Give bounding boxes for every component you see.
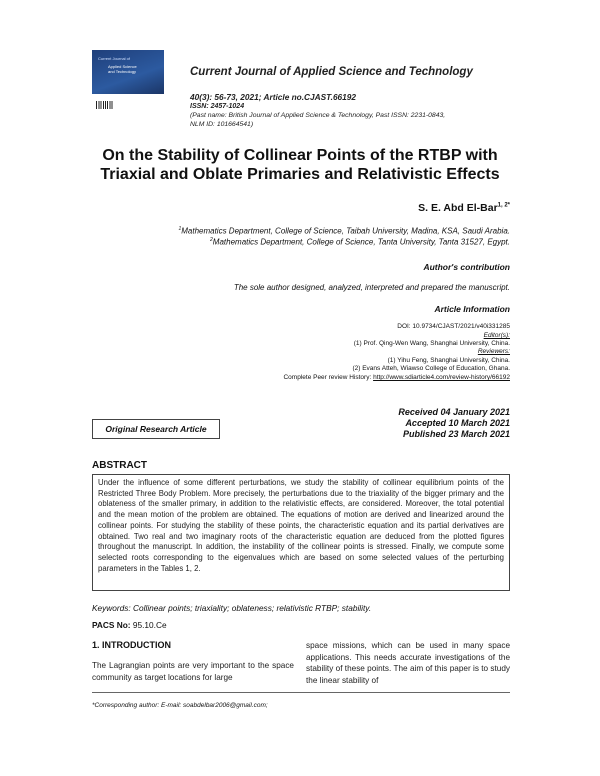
corresponding-author-footnote: *Corresponding author: E-mail: soabdelbar2006@gmail.com; xyxy=(92,702,268,709)
journal-past-name-1: (Past name: British Journal of Applied Science & Technology, Past ISSN: 2231-0843, xyxy=(190,112,446,119)
cover-line2: Applied Science and Technology xyxy=(108,64,137,74)
pacs-number: PACS No: 95.10.Ce xyxy=(92,620,167,630)
review-history: Complete Peer review History: http://www.sdiarticle4.com/review-history/66192 xyxy=(283,374,510,381)
affiliation-2: $^2$Mathematics Department, College of Science, Tanta University, Tanta 31527, Egypt. xyxy=(210,237,510,247)
editors-label: Editor(s): xyxy=(483,332,510,339)
introduction-text-right: space missions, which can be used in many space applications. This needs accurate investigations of the stability of these points. The aim of this paper is to study the linear stability of xyxy=(306,641,510,685)
reviewer-2: (2) Evans Atteh, Wiawso College of Education, Ghana. xyxy=(352,365,510,372)
journal-cover-thumbnail xyxy=(92,50,164,94)
contribution-heading: Author's contribution xyxy=(423,262,510,272)
journal-past-name-2: NLM ID: 101664541) xyxy=(190,121,254,128)
affiliation-1: $^1$Mathematics Department, College of Science, Taibah University, Madina, KSA, Saudi Arabia. xyxy=(178,226,510,236)
author-name: S. E. Abd El-Bar$^{1, 2*}$ xyxy=(418,202,510,214)
date-published: Published 23 March 2021 xyxy=(402,429,510,439)
journal-issn: ISSN: 2457-1024 xyxy=(190,103,245,110)
keywords: Keywords: Collinear points; triaxiality; oblateness; relativistic RTBP; stability. xyxy=(92,603,372,613)
article-type-badge: Original Research Article xyxy=(92,419,220,439)
reviewer-1: (1) Yihu Feng, Shanghai University, China. xyxy=(387,357,510,364)
paper-title-line1: On the Stability of Collinear Points of the RTBP with xyxy=(102,147,498,164)
article-info-heading: Article Information xyxy=(434,304,510,314)
doi-text: DOI: 10.9734/CJAST/2021/v40i331285 xyxy=(397,323,510,330)
reviewers-label: Reviewers: xyxy=(477,348,510,355)
introduction-text-left: The Lagrangian points are very important to the space community as target locations for large xyxy=(92,661,294,682)
introduction-heading: 1. INTRODUCTION xyxy=(92,640,172,650)
journal-citation: 40(3): 56-73, 2021; Article no.CJAST.66192 xyxy=(190,92,357,102)
journal-name: Current Journal of Applied Science and Technology xyxy=(190,66,473,78)
paper-title-line2: Triaxial and Oblate Primaries and Relativistic Effects xyxy=(100,166,500,183)
contribution-text: The sole author designed, analyzed, interpreted and prepared the manuscript. xyxy=(233,283,510,292)
date-accepted: Accepted 10 March 2021 xyxy=(405,418,510,428)
abstract-heading: ABSTRACT xyxy=(92,460,147,471)
footnote-divider xyxy=(92,692,510,693)
editor-1: (1) Prof. Qing-Wen Wang, Shanghai University, China. xyxy=(353,340,510,347)
cover-line1: Current Journal of xyxy=(98,56,131,61)
barcode-icon xyxy=(96,101,114,109)
review-history-link[interactable]: http://www.sdiarticle4.com/review-history/66192 xyxy=(373,374,510,381)
date-received: Received 04 January 2021 xyxy=(398,407,510,417)
abstract-text: Under the influence of some different perturbations, we study the stability of collinear equilibrium points of the Restricted Three Body Problem. More precisely, the perturbations due to the triaxiality of the bigger primary and the oblateness of the smaller primary, in addition to the relativistic effects, are considered. Moreover, the total potential and the mean motion of the problem are obtained. The equations of motion are derived and linearized around the collinear points. For studying the stability of these points, the characteristic equation and its partial derivatives are obtained. Two real and two imaginary roots of the characteristic equation are deduced from the plotted figures throughout the manuscript. In addition, the instability of the collinear points is stressed. Finally, we compute some selected roots corresponding to the eigenvalues which are based on some selected values of the perturbing parameters in the Tables 1, 2. xyxy=(92,474,510,591)
